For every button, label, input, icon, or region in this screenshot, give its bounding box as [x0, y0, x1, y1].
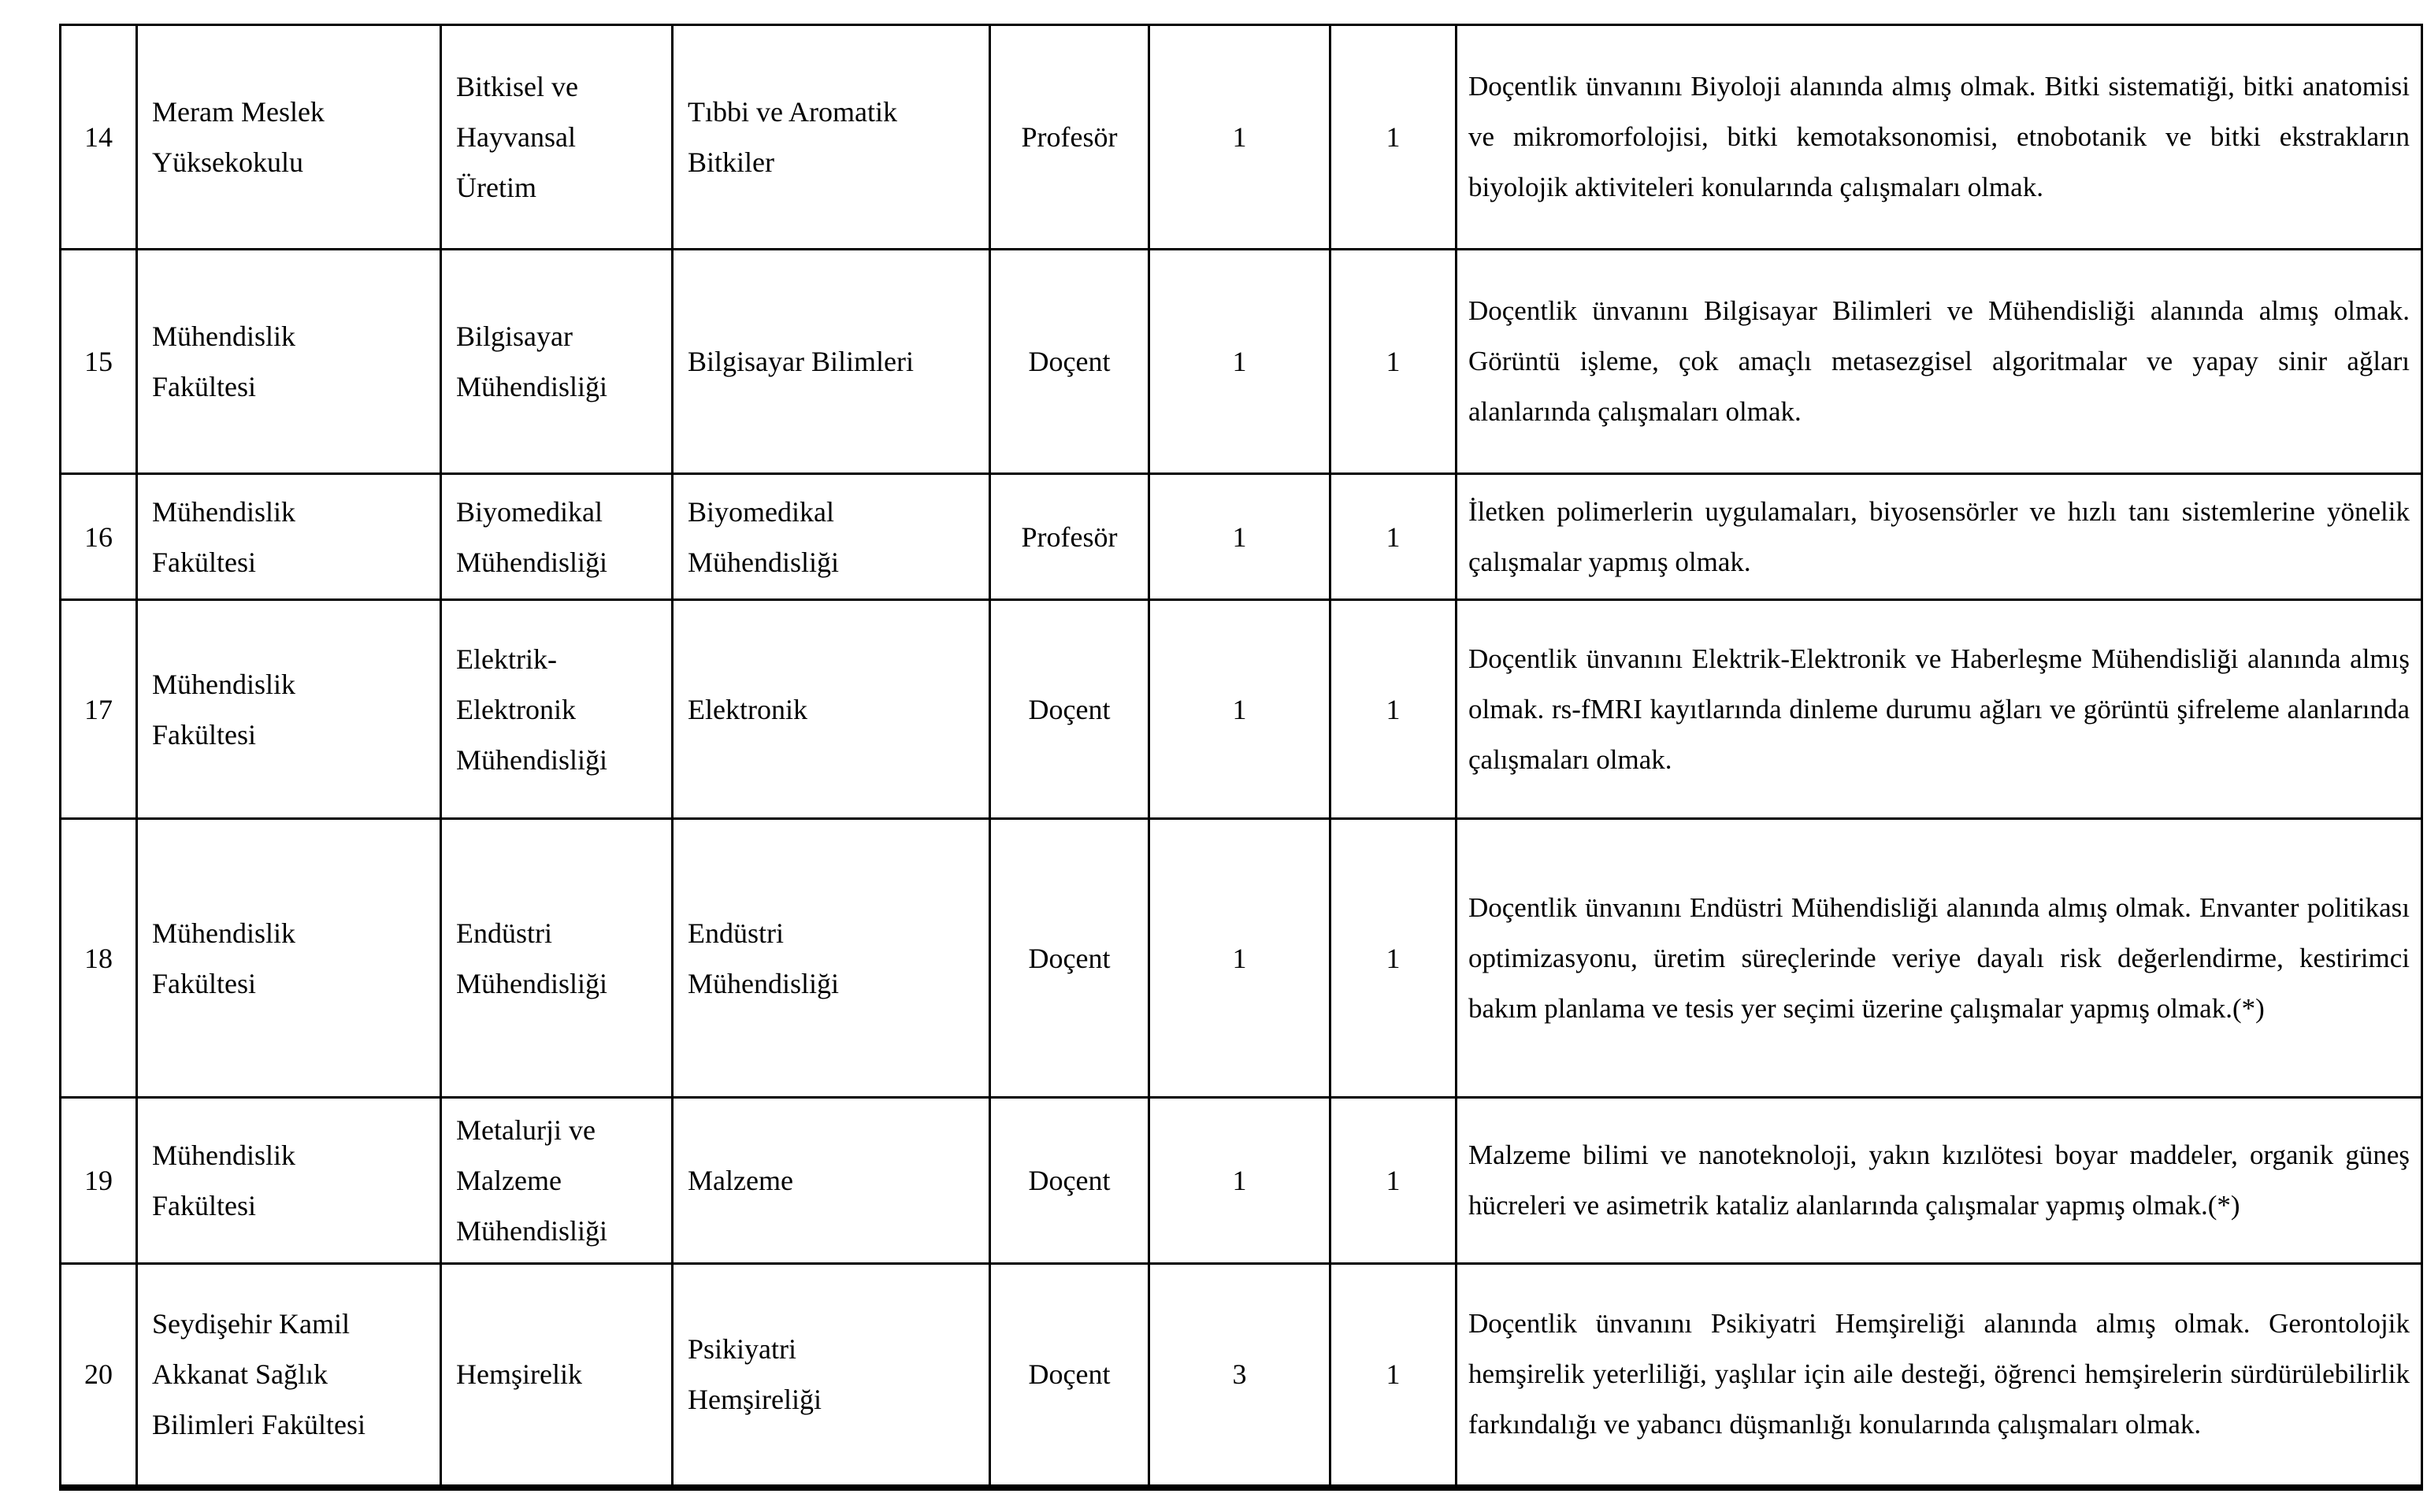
title-cell: Doçent — [990, 250, 1149, 474]
row-number-cell: 17 — [61, 600, 137, 819]
program-cell: Elektronik — [673, 600, 990, 819]
unit-cell: Mühendislik Fakültesi — [137, 600, 441, 819]
unit-cell: Mühendislik Fakültesi — [137, 819, 441, 1098]
program-cell: Biyomedikal Mühendisliği — [673, 474, 990, 600]
count-a-cell: 1 — [1149, 600, 1330, 819]
description-cell: Doçentlik ünvanını Psikiyatri Hemşireliği alanında almış olmak. Gerontolojik hemşirelik yeterliliği, yaşlılar için aile desteği, öğrenci hemşirelerin sürdürülebilirlik farkındalığı ve yabancı düşmanlığı konularında çalışmaları olmak. — [1457, 1264, 2422, 1488]
unit-cell: Mühendislik Fakültesi — [137, 1098, 441, 1264]
department-cell: Bitkisel ve Hayvansal Üretim — [441, 25, 673, 250]
department-cell: Hemşirelik — [441, 1264, 673, 1488]
program-cell: Bilgisayar Bilimleri — [673, 250, 990, 474]
table-row — [61, 25, 2422, 250]
table-row — [61, 474, 2422, 600]
unit-cell: Seydişehir Kamil Akkanat Sağlık Bilimleri Fakültesi — [137, 1264, 441, 1488]
unit-cell: Mühendislik Fakültesi — [137, 250, 441, 474]
count-b-cell: 1 — [1330, 474, 1457, 600]
table-row — [61, 250, 2422, 474]
title-cell: Doçent — [990, 600, 1149, 819]
description-cell: Malzeme bilimi ve nanoteknoloji, yakın kızılötesi boyar maddeler, organik güneş hücreleri ve asimetrik kataliz alanlarında çalışmalar yapmış olmak.(*) — [1457, 1098, 2422, 1264]
title-cell: Doçent — [990, 1264, 1149, 1488]
description-cell: Doçentlik ünvanını Bilgisayar Bilimleri ve Mühendisliği alanında almış olmak. Görüntü işleme, çok amaçlı metasezgisel algoritmalar ve yapay sinir ağları alanlarında çalışmaları olmak. — [1457, 250, 2422, 474]
count-b-cell: 1 — [1330, 1264, 1457, 1488]
count-b-cell: 1 — [1330, 600, 1457, 819]
title-cell: Doçent — [990, 1098, 1149, 1264]
program-cell: Endüstri Mühendisliği — [673, 819, 990, 1098]
title-cell: Profesör — [990, 25, 1149, 250]
row-number-cell: 14 — [61, 25, 137, 250]
row-number-cell: 19 — [61, 1098, 137, 1264]
count-a-cell: 1 — [1149, 250, 1330, 474]
description-cell: Doçentlik ünvanını Biyoloji alanında almış olmak. Bitki sistematiği, bitki anatomisi ve mikromorfolojisi, bitki kemotaksonomisi, etnobotanik ve bitki ekstrakların biyolojik aktiviteleri konularında çalışmaları olmak. — [1457, 25, 2422, 250]
unit-cell: Mühendislik Fakültesi — [137, 474, 441, 600]
row-number-cell: 15 — [61, 250, 137, 474]
program-cell: Tıbbi ve Aromatik Bitkiler — [673, 25, 990, 250]
count-a-cell: 3 — [1149, 1264, 1330, 1488]
title-cell: Profesör — [990, 474, 1149, 600]
count-b-cell: 1 — [1330, 25, 1457, 250]
program-cell: Psikiyatri Hemşireliği — [673, 1264, 990, 1488]
row-number-cell: 18 — [61, 819, 137, 1098]
department-cell: Biyomedikal Mühendisliği — [441, 474, 673, 600]
table-row — [61, 819, 2422, 1098]
row-number-cell: 16 — [61, 474, 137, 600]
count-a-cell: 1 — [1149, 1098, 1330, 1264]
table-row — [61, 1264, 2422, 1488]
announcement-table — [59, 24, 2423, 1491]
table-row — [61, 1098, 2422, 1264]
department-cell: Bilgisayar Mühendisliği — [441, 250, 673, 474]
description-cell: İletken polimerlerin uygulamaları, biyosensörler ve hızlı tanı sistemlerine yönelik çalışmalar yapmış olmak. — [1457, 474, 2422, 600]
row-number-cell: 20 — [61, 1264, 137, 1488]
program-cell: Malzeme — [673, 1098, 990, 1264]
count-a-cell: 1 — [1149, 819, 1330, 1098]
count-a-cell: 1 — [1149, 474, 1330, 600]
department-cell: Metalurji ve Malzeme Mühendisliği — [441, 1098, 673, 1264]
count-b-cell: 1 — [1330, 819, 1457, 1098]
title-cell: Doçent — [990, 819, 1149, 1098]
department-cell: Elektrik-Elektronik Mühendisliği — [441, 600, 673, 819]
table-row — [61, 600, 2422, 819]
description-cell: Doçentlik ünvanını Endüstri Mühendisliği alanında almış olmak. Envanter politikası optimizasyonu, üretim süreçlerinde veriye dayalı risk değerlendirme, kestirimci bakım planlama ve tesis yer seçimi üzerine çalışmalar yapmış olmak.(*) — [1457, 819, 2422, 1098]
unit-cell: Meram Meslek Yüksekokulu — [137, 25, 441, 250]
count-a-cell: 1 — [1149, 25, 1330, 250]
count-b-cell: 1 — [1330, 1098, 1457, 1264]
count-b-cell: 1 — [1330, 250, 1457, 474]
department-cell: Endüstri Mühendisliği — [441, 819, 673, 1098]
description-cell: Doçentlik ünvanını Elektrik-Elektronik ve Haberleşme Mühendisliği alanında almış olmak. rs-fMRI kayıtlarında dinleme durumu ağları ve görüntü şifreleme alanlarında çalışmaları olmak. — [1457, 600, 2422, 819]
